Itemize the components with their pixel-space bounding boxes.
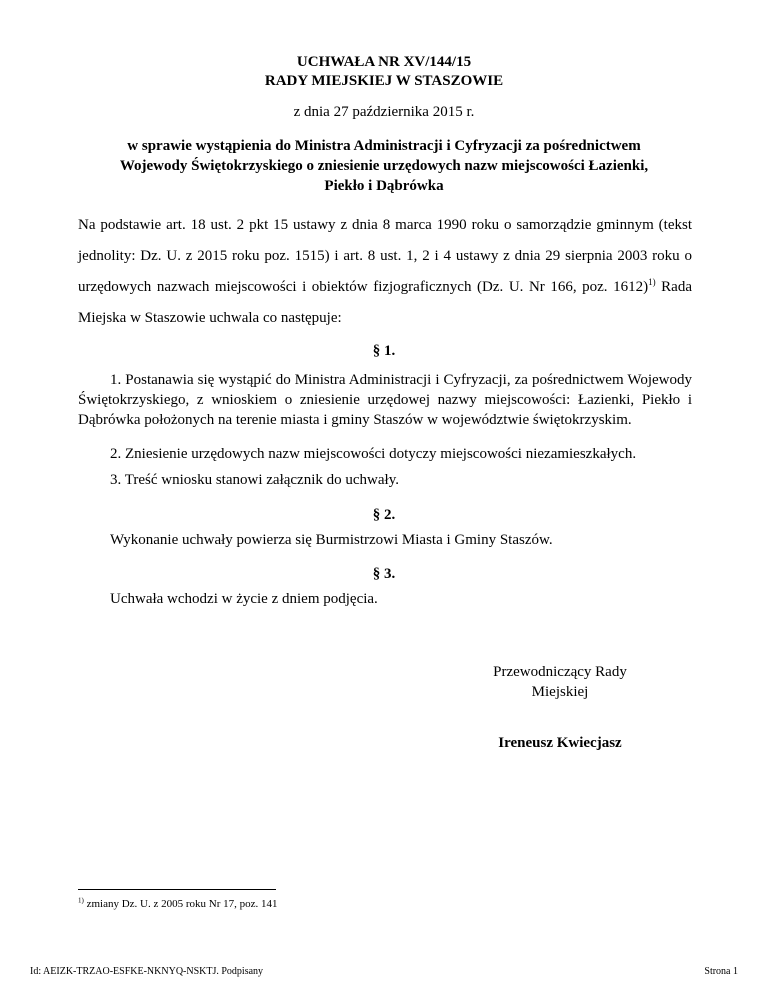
- section-1-point-2: 2. Zniesienie urzędowych nazw miejscowości dotyczy miejscowości niezamieszkałych.: [110, 446, 637, 462]
- subject-line: w sprawie wystąpienia do Ministra Administracji i Cyfryzacji za pośrednictwem: [127, 138, 641, 154]
- preamble-text: Na podstawie art. 18 ust. 2 pkt 15 ustawy z dnia 8 marca 1990 roku o samorządzie gminnym (tekst jednolity: Dz. U. z 2015 roku poz. 1515) i art. 8 ust. 1, 2 i 4 ustawy z dnia 29 sierpnia 2003 roku o urzędowych nazwach miejscowości i obiektów fizjograficznych (Dz. U. Nr 166, poz. 1612): [78, 217, 692, 295]
- signature-role: [460, 662, 660, 702]
- footnote-divider: [78, 889, 276, 890]
- title-number: UCHWAŁA NR XV/144/15: [296, 54, 472, 70]
- footnote-marker: 1): [78, 896, 84, 905]
- section-2-heading: § 2.: [372, 507, 396, 523]
- section-1-heading: § 1.: [372, 343, 396, 359]
- section-1-point-1: 1. Postanawia się wystąpić do Ministra Administracji i Cyfryzacji, za pośrednictwem Wojewody Świętokrzyskiego, z wnioskiem o zniesienie urzędowej nazwy miejscowości: Łazienki, Piekło i Dąbrówka położonych na terenie miasta i gminy Staszów w województwie świętokrzyskim.: [78, 372, 692, 428]
- signature-role-line: Przewodniczący Rady: [493, 664, 627, 680]
- preamble-text-end: Rada Miejska w Staszowie uchwala co następuje:: [78, 279, 693, 326]
- resolution-subject: [0, 136, 768, 196]
- signature-name: Ireneusz Kwiecjasz: [498, 735, 622, 751]
- resolution-date: z dnia 27 października 2015 r.: [293, 104, 475, 120]
- section-2-text: Wykonanie uchwały powierza się Burmistrzowi Miasta i Gminy Staszów.: [110, 532, 553, 548]
- title-council: RADY MIEJSKIEJ W STASZOWIE: [264, 73, 504, 89]
- section-1-point-3: 3. Treść wniosku stanowi załącznik do uchwały.: [110, 472, 399, 488]
- resolution-title: [0, 53, 768, 91]
- document-id: Id: AEIZK-TRZAO-ESFKE-NKNYQ-NSKTJ. Podpisany: [30, 966, 264, 977]
- preamble: [78, 210, 692, 334]
- section-3-text: Uchwała wchodzi w życie z dniem podjęcia.: [110, 591, 378, 607]
- section-3-heading: § 3.: [372, 566, 396, 582]
- footnote: [78, 898, 278, 910]
- footnote-reference: 1): [648, 277, 656, 287]
- subject-line: Piekło i Dąbrówka: [324, 178, 444, 194]
- signature-role-line: Miejskiej: [531, 684, 589, 700]
- subject-line: Wojewody Świętokrzyskiego o zniesienie urzędowych nazw miejscowości Łazienki,: [119, 158, 649, 174]
- page-number: Strona 1: [704, 966, 738, 977]
- footnote-text: zmiany Dz. U. z 2005 roku Nr 17, poz. 141: [86, 898, 278, 910]
